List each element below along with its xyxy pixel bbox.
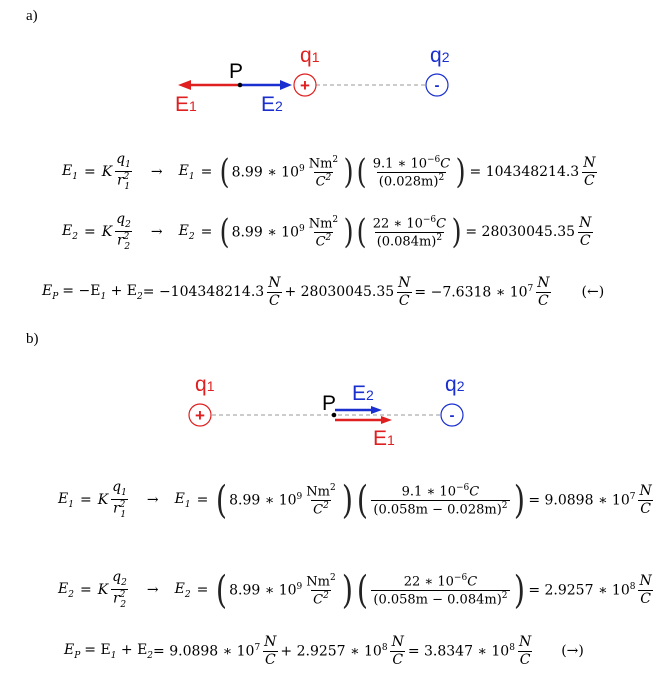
eq-b1-arrow: → bbox=[146, 492, 159, 509]
equation-b1: $E_1$ = K $\frac{q_1}{r^2_1}$ → $E_1$ = ( 8.99 ∗ $10^9$ $\frac{Nm^2}{C^2}$ ) ( $\frac{9.1 ∗ 10^{-6}C}{(0.058m - 0.028m)^2}$ ) = 9.0898 ∗ $10^7$ $\frac{N}{C}$ bbox=[58, 478, 652, 523]
eq-a-total-result: = −7.6318 ∗ $10^7$ bbox=[414, 283, 534, 301]
eq-b-total-term2: + 2.9257 ∗ $10^8$ bbox=[280, 642, 388, 660]
eq-b1-lhs: $E_1$ bbox=[58, 490, 74, 510]
eq-a-total-term2: + 28030045.35 bbox=[284, 284, 395, 301]
e2-label-b: E2 bbox=[352, 382, 374, 405]
eq-a-total-unit3: $\frac{N}{C}$ bbox=[537, 275, 550, 309]
eq-b1-result-unit: $\frac{N}{C}$ bbox=[639, 482, 652, 517]
q2-sign-b: - bbox=[449, 407, 455, 424]
eq-b2-charge-frac: $\frac{22 ∗ 10^{-6}C}{(0.058m - 0.084m)^2}$ bbox=[373, 572, 508, 607]
e2-label-a: E2 bbox=[261, 93, 283, 116]
eq-a-total-lhs: $E_P$ bbox=[42, 282, 59, 302]
diagram-a bbox=[175, 44, 450, 116]
eq-b2-k: K bbox=[97, 582, 109, 599]
eq-b-total-unit3: $\frac{N}{C}$ bbox=[518, 634, 532, 668]
point-p-label-b: P bbox=[322, 392, 337, 415]
eq-b2-result: = 2.9257 ∗ $10^8$ bbox=[528, 581, 636, 599]
q1-sign-a: + bbox=[300, 76, 310, 95]
eq-b-direction: (→) bbox=[561, 643, 584, 660]
eq-b2-lhs: $E_2$ bbox=[58, 580, 74, 600]
e1-arrowhead-b bbox=[381, 416, 392, 424]
equation-a-total bbox=[42, 276, 604, 308]
point-p-label-a: P bbox=[229, 60, 244, 83]
equation-a2: $E_2$ = K $\frac{q_2}{r^2_2}$ → $E_2$ = ( 8.99 ∗ $10^9$ $\frac{Nm^2}{C^2}$ ) ( $\frac{22 ∗ 10^{-6}C}{(0.084m)^2}$ ) = 28030045.35 $\frac{N}{C}$ bbox=[62, 211, 592, 253]
eq-a-total-expr: = $-E_1 + E_2$ bbox=[62, 282, 143, 302]
eq-a-total-unit2: $\frac{N}{C}$ bbox=[398, 275, 411, 309]
eq-b2-arrow: → bbox=[146, 582, 159, 599]
eq-a2-charge-frac: $\frac{22 ∗ 10^{-6}C}{(0.084m)^2}$ bbox=[372, 214, 447, 249]
eq-a1-k: K bbox=[101, 164, 113, 181]
eq-a-total-unit1: $\frac{N}{C}$ bbox=[268, 275, 281, 309]
point-p-a bbox=[238, 83, 243, 88]
eq-a2-qr-frac: $\frac{q_2}{r^2_2}$ bbox=[116, 211, 131, 252]
q1-label-b: q1 bbox=[195, 373, 215, 396]
eq-b-total-result: = 3.8347 ∗ $10^8$ bbox=[407, 642, 515, 660]
eq-a1-lhs2: $E_1$ bbox=[178, 162, 195, 182]
eq-b-total-term1: = 9.0898 ∗ $10^7$ bbox=[153, 642, 261, 660]
eq-a1-const: 8.99 ∗ $10^9$ bbox=[231, 163, 305, 181]
eq-a1-charge-frac: $\frac{9.1 ∗ 10^{-6}C}{(0.028m)^2}$ bbox=[372, 154, 451, 189]
diagram-b bbox=[189, 373, 465, 450]
e2-arrowhead-a bbox=[280, 80, 292, 90]
eq-a2-lhs2: $E_2$ bbox=[178, 222, 195, 242]
eq-a1-result-unit: $\frac{N}{C}$ bbox=[583, 154, 596, 189]
q1-sign-b: + bbox=[195, 406, 205, 425]
equation-b2: $E_2$ = K $\frac{q_2}{r^2_2}$ → $E_2$ = ( 8.99 ∗ $10^9$ $\frac{Nm^2}{C^2}$ ) ( $\frac{22 ∗ 10^{-6}C}{(0.058m - 0.084m)^2}$ ) = 2.9257 ∗ $10^8$ $\frac{N}{C}$ bbox=[58, 568, 652, 613]
q1-label-a: q1 bbox=[300, 44, 320, 67]
eq-a-direction: (←) bbox=[581, 284, 605, 301]
eq-b-total-lhs: $E_P$ bbox=[64, 641, 81, 661]
q1-label-text-a: q bbox=[300, 44, 312, 67]
eq-b-total-unit1: $\frac{N}{C}$ bbox=[264, 634, 277, 668]
eq-b2-const: 8.99 ∗ $10^9$ bbox=[229, 581, 303, 599]
eq-a2-const: 8.99 ∗ $10^9$ bbox=[231, 223, 305, 241]
eq-b2-lhs2: $E_2$ bbox=[174, 580, 191, 600]
q2-label-a: q2 bbox=[430, 44, 450, 67]
eq-b2-qr-frac: $\frac{q_2}{r^2_2}$ bbox=[112, 569, 127, 610]
eq-a2-lhs: $E_2$ bbox=[62, 222, 78, 242]
part-a-label: a) bbox=[26, 8, 38, 24]
eq-a1-result: = 104348214.3 bbox=[469, 164, 580, 181]
eq-b1-const: 8.99 ∗ $10^9$ bbox=[229, 491, 303, 509]
eq-a2-arrow: → bbox=[150, 224, 163, 241]
eq-b-total-unit2: $\frac{N}{C}$ bbox=[391, 634, 404, 668]
eq-b1-unit-frac: $\frac{Nm^2}{C^2}$ bbox=[306, 482, 336, 517]
eq-b1-lhs2: $E_1$ bbox=[174, 490, 191, 510]
e1-label-b: E1 bbox=[373, 427, 395, 450]
eq-a1-unit-frac: $\frac{Nm^2}{C^2}$ bbox=[308, 154, 339, 189]
eq-b1-qr-frac: $\frac{q_1}{r^2_1}$ bbox=[112, 479, 127, 520]
eq-a2-result: = 28030045.35 bbox=[465, 224, 576, 241]
eq-b-total-expr: = $E_1 + E_2$ bbox=[84, 641, 154, 661]
eq-a1-qr-frac: $\frac{q_1}{r^2_1}$ bbox=[116, 151, 131, 192]
eq-a1-lhs: $E_1$ bbox=[62, 162, 78, 182]
q2-label-b: q2 bbox=[445, 373, 465, 396]
equation-a1: $E_1$ = K $\frac{q_1}{r^2_1}$ → $E_1$ = ( 8.99 ∗ $10^9$ $\frac{Nm^2}{C^2}$ ) ( $\frac{9.1 ∗ 10^{-6}C}{(0.028m)^2}$ ) = 104348214.3 $\frac{N}{C}$ bbox=[62, 151, 596, 193]
equation-b-total bbox=[64, 635, 584, 667]
eq-a1-arrow: → bbox=[150, 164, 163, 181]
e1-label-a: E1 bbox=[175, 93, 197, 116]
q2-sign-a: - bbox=[434, 77, 440, 94]
eq-a2-result-unit: $\frac{N}{C}$ bbox=[579, 214, 592, 249]
eq-b2-result-unit: $\frac{N}{C}$ bbox=[639, 572, 652, 607]
part-b-label: b) bbox=[26, 331, 39, 347]
eq-a2-k: K bbox=[101, 224, 113, 241]
eq-a-total-term1: = −104348214.3 bbox=[142, 284, 265, 301]
eq-a2-unit-frac: $\frac{Nm^2}{C^2}$ bbox=[308, 214, 339, 249]
eq-b1-k: K bbox=[97, 492, 109, 509]
eq-b2-unit-frac: $\frac{Nm^2}{C^2}$ bbox=[306, 572, 336, 607]
eq-b1-result: = 9.0898 ∗ $10^7$ bbox=[528, 491, 636, 509]
e2-arrowhead-b bbox=[371, 406, 382, 414]
eq-b1-charge-frac: $\frac{9.1 ∗ 10^{-6}C}{(0.058m - 0.028m)^2}$ bbox=[373, 482, 508, 517]
e1-arrowhead-a bbox=[178, 80, 191, 90]
